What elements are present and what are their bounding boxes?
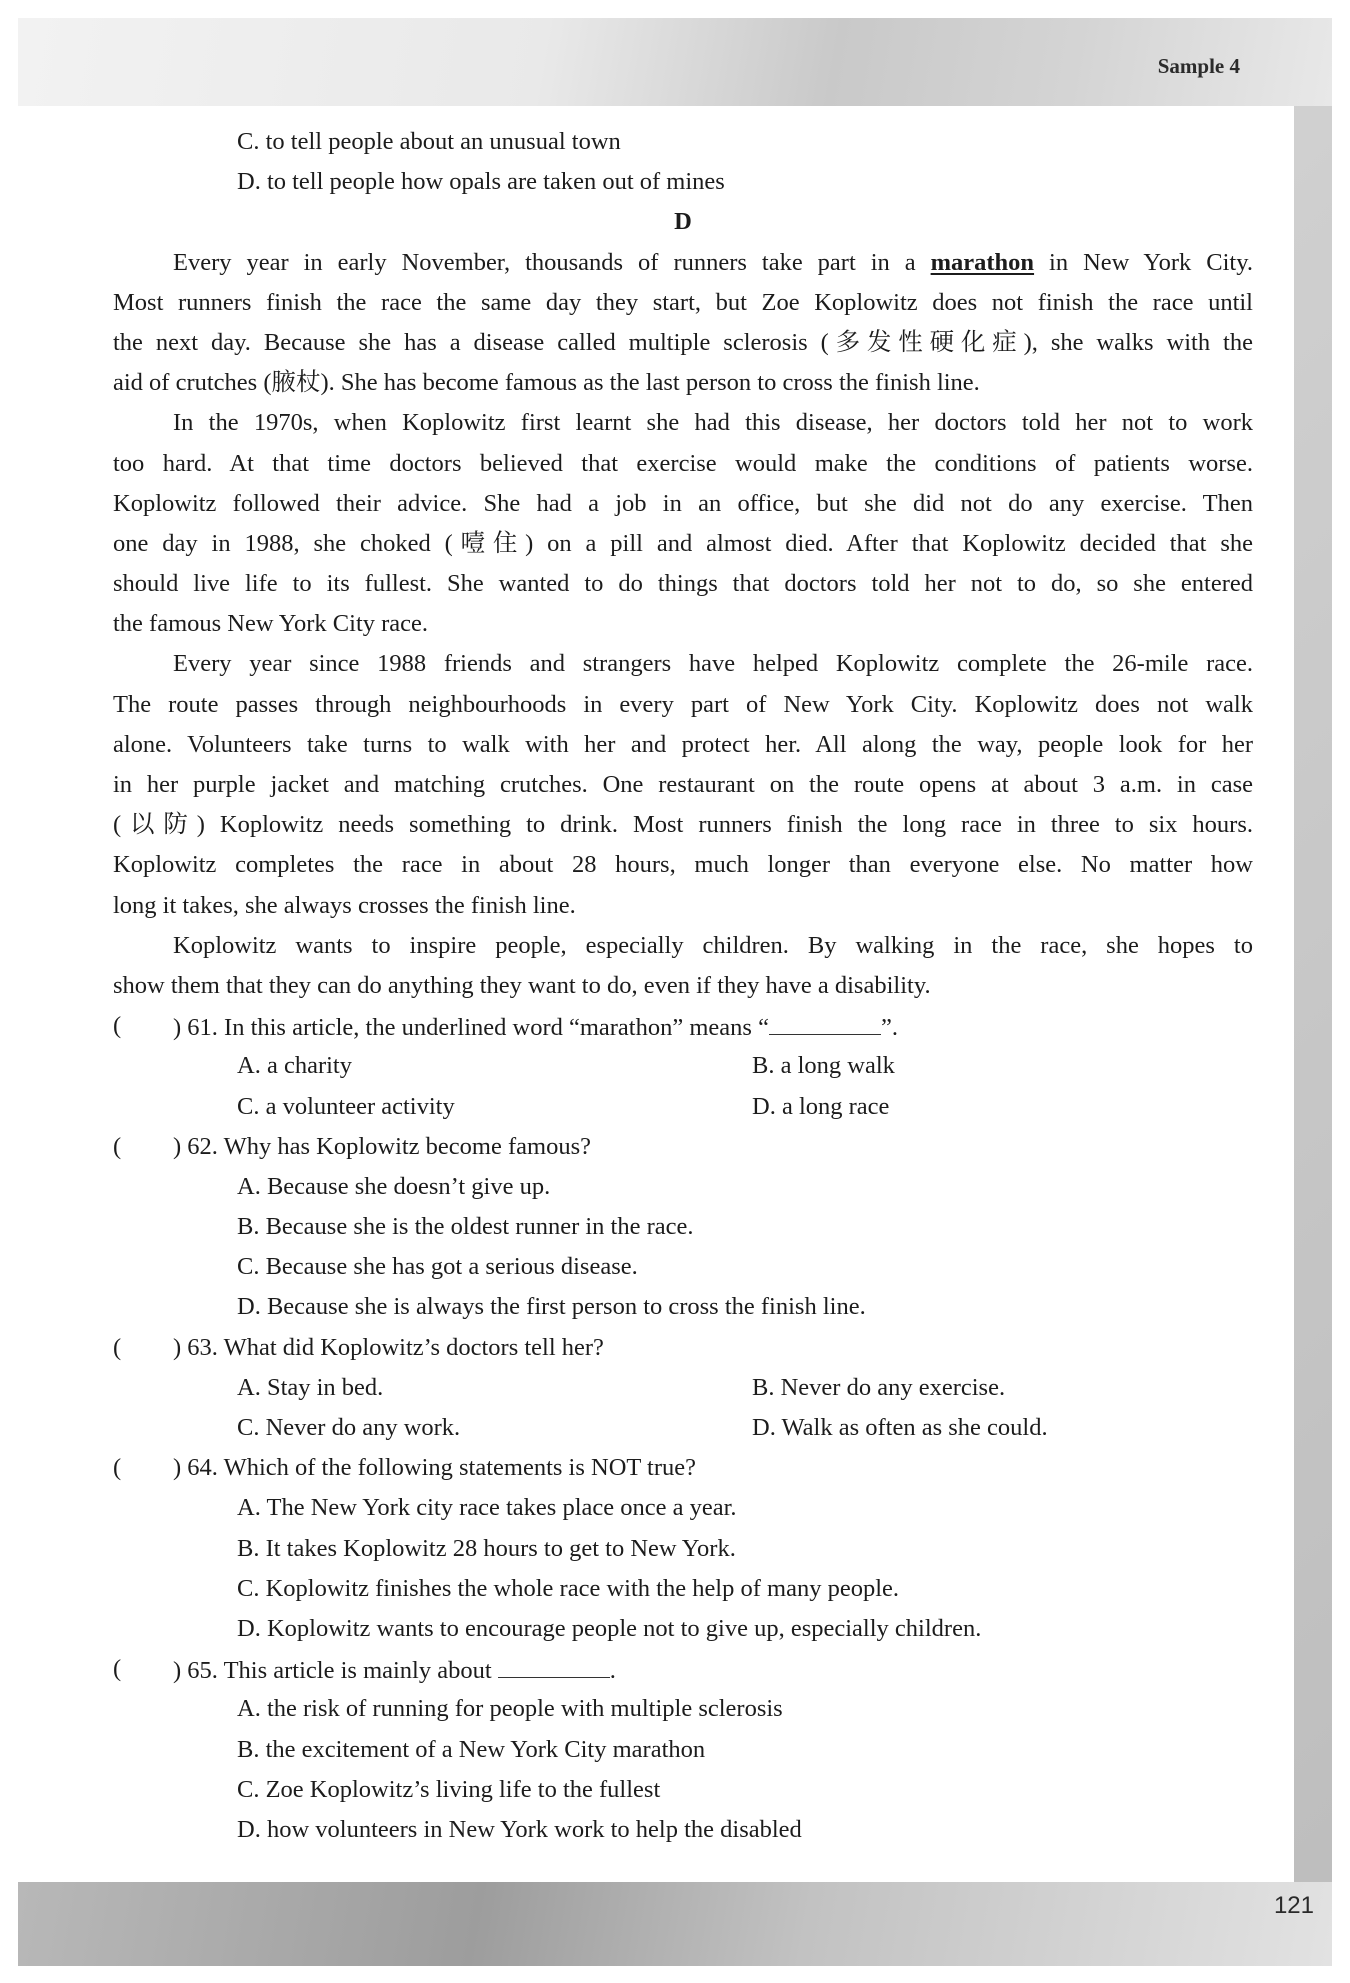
- option-c[interactable]: C. Zoe Koplowitz’s living life to the fullest: [237, 1775, 661, 1803]
- option-c[interactable]: C. a volunteer activity: [237, 1092, 455, 1120]
- prev-option-c: C. to tell people about an unusual town: [237, 128, 621, 155]
- question-63: ( ) 63. What did Koplowitz’s doctors tell her?: [113, 1328, 1253, 1368]
- paragraph-3-line: Every year since 1988 friends and strangers have helped Koplowitz complete the 26-mile race.: [173, 650, 1253, 678]
- options-row: [113, 1087, 1253, 1127]
- question-65: ( ) 65. This article is mainly about .: [113, 1649, 1253, 1689]
- option-b[interactable]: B. Because she is the oldest runner in the race.: [237, 1213, 694, 1241]
- header-band: [18, 18, 1332, 106]
- paragraph-3-line: (以防) Koplowitz needs something to drink. Most runners finish the long race in three to six hours.: [113, 811, 1253, 839]
- paragraph-1-line-1: Every year in early November, thousands of runners take part in a marathon in New York City.: [173, 248, 1253, 276]
- paragraph-2-line: should live life to its fullest. She wanted to do things that doctors told her not to do, so she entered: [113, 570, 1253, 598]
- option-a[interactable]: A. Stay in bed.: [237, 1373, 384, 1401]
- option-d[interactable]: D. Walk as often as she could.: [752, 1414, 1048, 1441]
- answer-blank[interactable]: [498, 1649, 610, 1678]
- paragraph-3-line: Koplowitz completes the race in about 28 hours, much longer than everyone else. No matter how: [113, 851, 1253, 879]
- paragraph-1-line: Most runners finish the race the same day they start, but Zoe Koplowitz does not finish the race until: [113, 288, 1253, 316]
- answer-paren[interactable]: (: [113, 1333, 122, 1361]
- options-row: [113, 1368, 1253, 1408]
- paragraph-2-line: too hard. At that time doctors believed that exercise would make the conditions of patients worse.: [113, 449, 1253, 477]
- paragraph-4-line: show them that they can do anything they want to do, even if they have a disability.: [113, 971, 931, 999]
- options-row: [113, 1408, 1253, 1448]
- paragraph-1-line: aid of crutches (腋杖). She has become famous as the last person to cross the finish line.: [113, 369, 980, 397]
- option-b[interactable]: B. the excitement of a New York City marathon: [237, 1735, 706, 1763]
- option-d[interactable]: D. Koplowitz wants to encourage people not to give up, especially children.: [237, 1614, 982, 1642]
- text-body: [113, 122, 1253, 1850]
- answer-paren[interactable]: (: [113, 1012, 122, 1040]
- paragraph-3-line: The route passes through neighbourhoods in every part of New York City. Koplowitz does not walk: [113, 690, 1253, 718]
- paragraph-3-line: long it takes, she always crosses the finish line.: [113, 891, 576, 919]
- paragraph-2-line: In the 1970s, when Koplowitz first learnt she had this disease, her doctors told her not to work: [173, 409, 1253, 437]
- footer-band: [18, 1882, 1332, 1966]
- answer-paren[interactable]: (: [113, 1454, 122, 1482]
- answer-paren[interactable]: (: [113, 1132, 122, 1160]
- paragraph-2-line: one day in 1988, she choked (噎住) on a pill and almost died. After that Koplowitz decided that she: [113, 529, 1253, 557]
- section-label: Sample 4: [1157, 54, 1240, 78]
- options-row: [113, 1046, 1253, 1086]
- option-d[interactable]: D. a long race: [752, 1092, 890, 1120]
- option-b[interactable]: B. Never do any exercise.: [752, 1373, 1006, 1401]
- answer-paren[interactable]: (: [113, 1655, 122, 1683]
- page-number: 121: [1273, 1892, 1314, 1919]
- underlined-word-marathon: marathon: [930, 248, 1035, 276]
- option-a[interactable]: A. The New York city race takes place once a year.: [237, 1494, 737, 1522]
- option-b[interactable]: B. a long walk: [752, 1052, 895, 1080]
- option-c[interactable]: C. Because she has got a serious disease.: [237, 1253, 638, 1281]
- option-d[interactable]: D. Because she is always the first person to cross the finish line.: [237, 1293, 866, 1321]
- option-a[interactable]: A. a charity: [237, 1052, 352, 1080]
- option-c[interactable]: C. Never do any work.: [237, 1414, 461, 1441]
- question-61: ( ) 61. In this article, the underlined word “marathon” means “ ”.: [113, 1006, 1253, 1046]
- prev-option-d: D. to tell people how opals are taken out of mines: [237, 168, 725, 196]
- option-a[interactable]: A. the risk of running for people with multiple sclerosis: [237, 1695, 783, 1723]
- option-c[interactable]: C. Koplowitz finishes the whole race with the help of many people.: [237, 1574, 900, 1602]
- paragraph-3-line: alone. Volunteers take turns to walk with her and protect her. All along the way, people look for her: [113, 730, 1253, 758]
- paragraph-4-line: Koplowitz wants to inspire people, especially children. By walking in the race, she hopes to: [173, 931, 1253, 959]
- question-64: ( ) 64. Which of the following statements is NOT true?: [113, 1448, 1253, 1488]
- answer-blank[interactable]: [769, 1006, 881, 1035]
- option-a[interactable]: A. Because she doesn’t give up.: [237, 1172, 551, 1200]
- paragraph-2-line: the famous New York City race.: [113, 610, 429, 638]
- question-62: ( ) 62. Why has Koplowitz become famous?: [113, 1127, 1253, 1167]
- paragraph-3-line: in her purple jacket and matching crutches. One restaurant on the route opens at about 3 a.m. in case: [113, 771, 1253, 798]
- paragraph-2-line: Koplowitz followed their advice. She had a job in an office, but she did not do any exercise. Then: [113, 489, 1253, 517]
- paragraph-1-line: the next day. Because she has a disease called multiple sclerosis (多发性硬化症), she walks with the: [113, 328, 1253, 356]
- passage-heading: D: [674, 208, 692, 236]
- option-b[interactable]: B. It takes Koplowitz 28 hours to get to New York.: [237, 1534, 736, 1562]
- option-d[interactable]: D. how volunteers in New York work to help the disabled: [237, 1815, 802, 1843]
